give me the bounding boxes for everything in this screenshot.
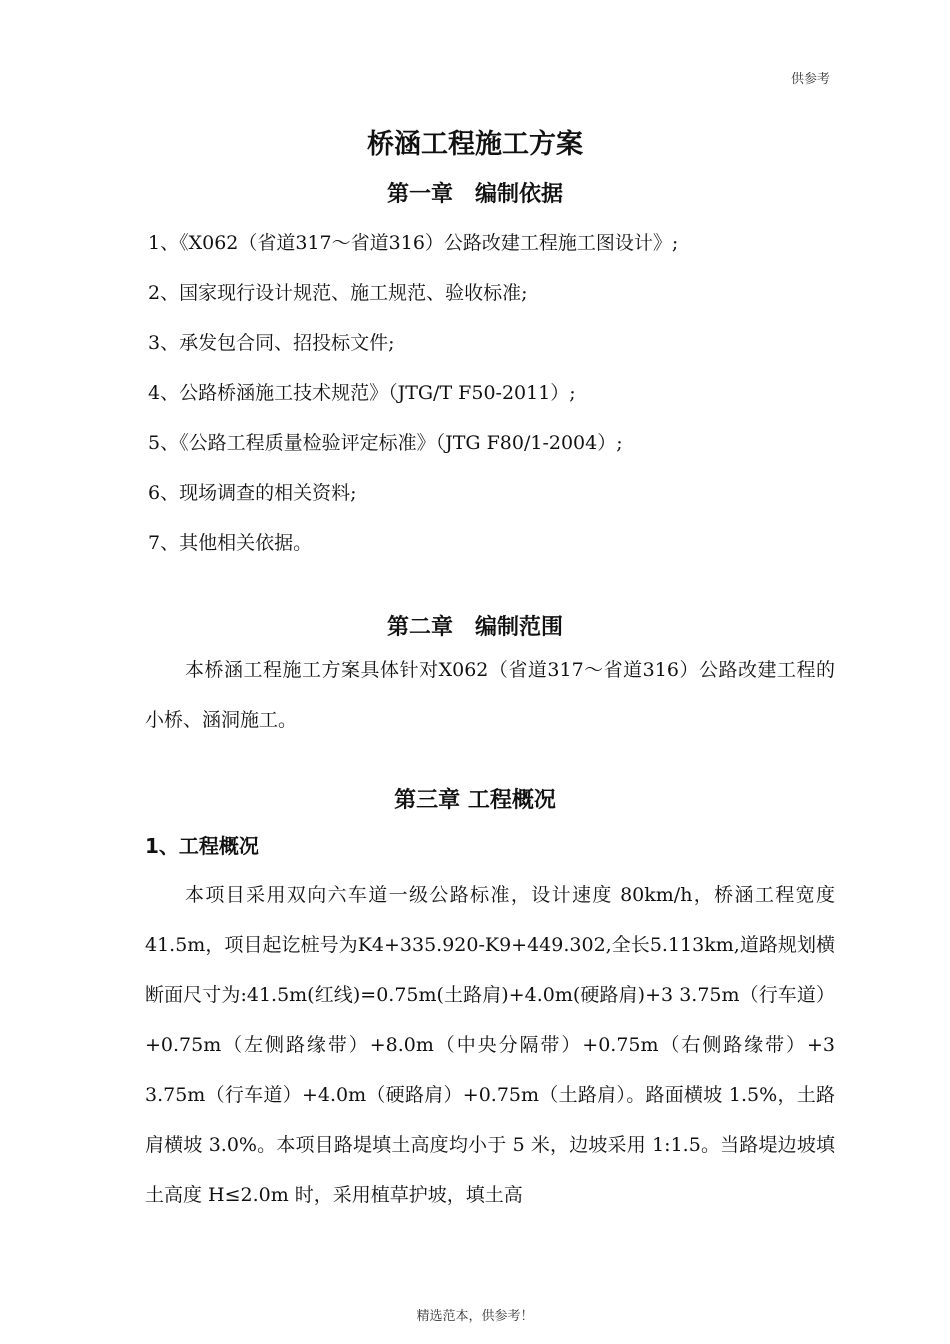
footer-note: 精选范本，供参考！ <box>416 1309 534 1324</box>
header-note: 供参考 <box>790 72 830 87</box>
section-1-heading: 1、工程概况 <box>145 834 259 858</box>
scope-paragraph: 本桥涵工程施工方案具体针对X062（省道317～省道316）公路改建工程的小桥、涵洞施工。 <box>145 659 835 731</box>
document-title: 桥涵工程施工方案 <box>367 129 583 160</box>
basis-item-4: 4、公路桥涵施工技术规范》（JTG/T F50-2011）; <box>148 382 576 404</box>
basis-item-2: 2、国家现行设计规范、施工规范、验收标准; <box>148 282 528 304</box>
chapter-3-heading: 第三章 工程概况 <box>394 788 556 813</box>
basis-item-5: 5、《公路工程质量检验评定标准》（JTG F80/1-2004）; <box>148 432 623 454</box>
chapter-1-heading: 第一章 编制依据 <box>386 182 563 207</box>
overview-paragraph: 本项目采用双向六车道一级公路标准，设计速度 80km/h，桥涵工程宽度41.5m，项目起讫桩号为K4+335.920-K9+449.302,全长5.113km,道路规划横断面尺寸为:41.5m(红线)=0.75m(土路肩)+4.0m(硬路肩)+3 3.75m（行车道）+0.75m（左侧路缘带）+8.0m（中央分隔带）+0.75m（右侧路缘带）+3 3.75m（行车道）+4.0m（硬路肩）+0.75m（土路肩）。路面横坡 1.5%，土路肩横坡 3.0%。本项目路堤填土高度均小于 5 米，边坡采用 1:1.5。当路堤边坡填土高度 H≤2.0m 时，采用植草护坡，填土高 <box>145 884 835 1206</box>
chapter-2-heading: 第二章 编制范围 <box>386 615 563 640</box>
basis-item-3: 3、承发包合同、招投标文件; <box>148 332 395 354</box>
basis-item-6: 6、现场调查的相关资料; <box>148 482 357 504</box>
basis-item-1: 1、《X062（省道317～省道316）公路改建工程施工图设计》; <box>148 232 679 254</box>
basis-item-7: 7、其他相关依据。 <box>148 532 313 554</box>
